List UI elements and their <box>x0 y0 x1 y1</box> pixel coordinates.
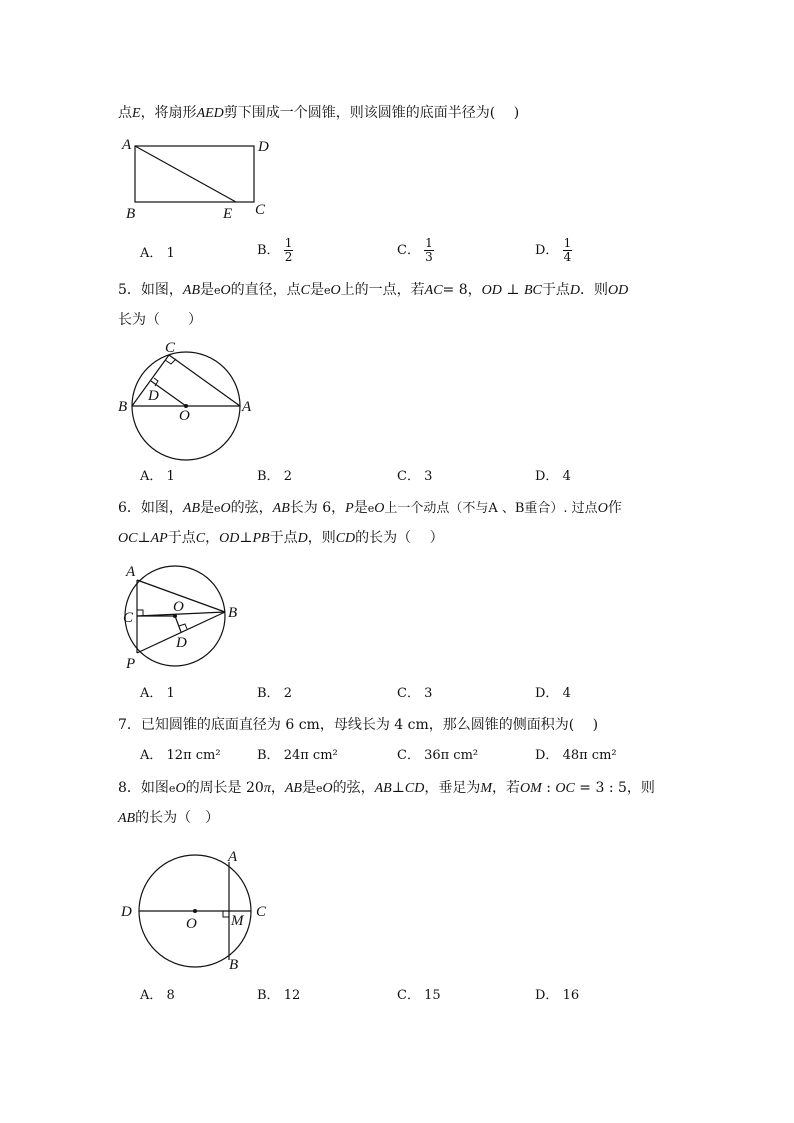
q5-stem-line1: 5．如图，AB是eO的直径，点C是eO上的一点，若AC= 8，OD ⊥ BC于点D．则OD <box>118 282 629 298</box>
q8-option-d[interactable]: D． 16 <box>535 988 580 1003</box>
q8-option-a[interactable]: A． 8 <box>140 988 175 1003</box>
q4-option-d[interactable]: D． $\frac{1}{4}$ <box>535 236 572 264</box>
q4-option-a[interactable]: A． 1 <box>140 246 175 261</box>
q6-label-p: P <box>126 656 136 672</box>
q4-stem-text: 剪下围成一个圆锥，则该圆锥的底面半径为( ) <box>223 105 520 121</box>
q8-label-d: D <box>121 904 132 920</box>
q7-option-c[interactable]: C． 36π cm² <box>397 748 479 763</box>
q7-stem: 7．已知圆锥的底面直径为 6 cm，母线长为 4 cm，那么圆锥的侧面积为( ) <box>118 717 599 733</box>
q7-option-d[interactable]: D． 48π cm² <box>535 748 617 763</box>
q4-label-c: C <box>255 202 266 218</box>
fraction: $\frac{1}{3}$ <box>425 236 433 264</box>
q8-stem-line2: AB的长为（ ） <box>118 810 220 826</box>
q6-stem-line1: 6．如图，AB是eO的弦，AB长为 6，P是eO上一个动点（不与A 、B重合）. 过点O作 <box>118 500 622 516</box>
q8-option-c[interactable]: C． 15 <box>397 988 441 1003</box>
q7-option-a[interactable]: A． 12π cm² <box>140 748 221 763</box>
q5-label-c: C <box>165 340 176 356</box>
q5-figure <box>118 340 268 465</box>
q4-option-c[interactable]: C． $\frac{1}{3}$ <box>397 236 433 264</box>
q8-label-o: O <box>186 916 197 932</box>
q6-label-a: A <box>126 564 136 580</box>
q8-label-c: C <box>256 904 267 920</box>
q5-option-a[interactable]: A． 1 <box>140 469 175 484</box>
q4-label-d: D <box>258 139 269 155</box>
q6-stem-line2: OC⊥AP于点C，OD⊥PB于点D，则CD的长为（ ） <box>118 530 444 546</box>
q8-label-b: B <box>229 957 239 973</box>
fraction: $\frac{1}{2}$ <box>284 236 293 264</box>
q4-option-b[interactable]: B． $\frac{1}{2}$ <box>257 236 293 264</box>
q6-label-o: O <box>173 599 184 615</box>
q6-label-c: C <box>123 610 134 626</box>
q8-label-a: A <box>228 849 238 865</box>
fraction: $\frac{1}{4}$ <box>563 236 572 264</box>
q5-stem-line2: 长为（ ） <box>118 312 202 328</box>
q4-stem <box>118 103 519 124</box>
q5-option-c[interactable]: C． 3 <box>397 469 433 484</box>
q4-stem-text: ，将扇形 <box>140 105 197 121</box>
q8-label-m: M <box>231 913 244 929</box>
q6-label-b: B <box>228 605 238 621</box>
q6-option-b[interactable]: B． 2 <box>257 686 292 701</box>
q5-label-a: A <box>242 399 252 415</box>
q4-stem-var: E <box>132 106 141 121</box>
q5-option-b[interactable]: B． 2 <box>257 469 292 484</box>
q4-label-e: E <box>223 206 233 222</box>
q8-option-b[interactable]: B． 12 <box>257 988 301 1003</box>
q4-label-a: A <box>122 137 132 153</box>
q5-label-d: D <box>148 388 159 404</box>
q4-stem-text: 点 <box>118 105 132 121</box>
q4-label-b: B <box>126 206 136 222</box>
q4-stem-var: AED <box>196 106 224 121</box>
q7-option-b[interactable]: B． 24π cm² <box>257 748 338 763</box>
q8-figure <box>118 845 288 975</box>
q5-option-d[interactable]: D． 4 <box>535 469 571 484</box>
q6-option-a[interactable]: A． 1 <box>140 686 175 701</box>
q6-label-d: D <box>176 635 187 651</box>
q8-stem-line1: 8．如图eO的周长是 20π，AB是eO的弦，AB⊥CD，垂足为M，若OM : OC = 3 : 5，则 <box>118 780 655 796</box>
q6-figure <box>118 560 248 675</box>
q5-label-b: B <box>118 399 128 415</box>
q6-option-d[interactable]: D． 4 <box>535 686 571 701</box>
q4-figure <box>118 134 288 224</box>
q5-label-o: O <box>179 408 190 424</box>
q6-option-c[interactable]: C． 3 <box>397 686 433 701</box>
